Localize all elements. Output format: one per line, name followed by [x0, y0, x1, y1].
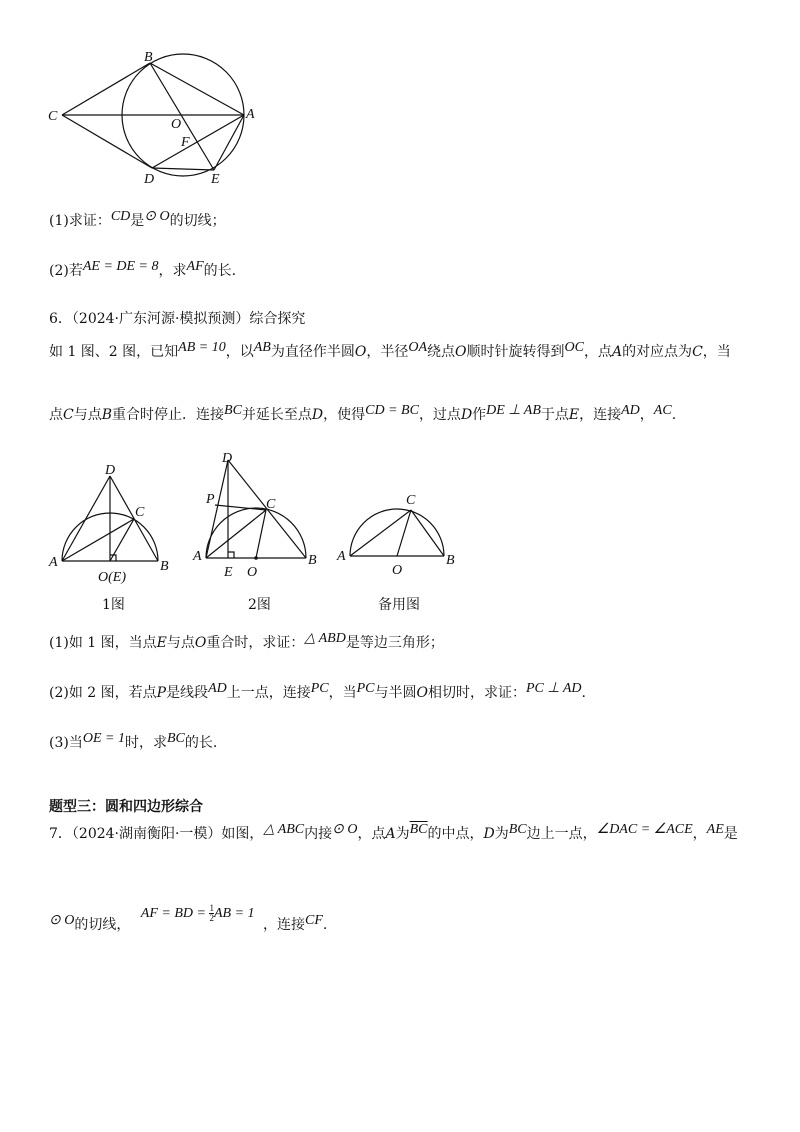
label-a: A [337, 549, 346, 564]
segment-ad [62, 476, 110, 561]
label-c: C [266, 497, 276, 512]
label-e: E [224, 565, 233, 580]
segment-oc [397, 510, 411, 556]
label-b: B [160, 559, 169, 574]
semicircle [206, 508, 306, 558]
label-b: B [144, 50, 153, 65]
label-c: C [135, 505, 145, 520]
label-d: D [144, 172, 155, 187]
q6-figure-spare [334, 488, 464, 578]
segment-de [152, 168, 214, 170]
point-o [254, 556, 258, 560]
segment-ac [62, 519, 134, 561]
label-o: O [392, 563, 403, 578]
label-o: O [247, 565, 258, 580]
q6-figure-2 [190, 448, 325, 583]
q5-part1: (1)求证：CD是⊙ O的切线； [49, 209, 226, 229]
q5-part2: (2)若AE = DE = 8，求AF的长. [49, 259, 237, 279]
label-o: O [171, 117, 182, 132]
q6-line1: 如 1 图、2 图，已知AB = 10，以AB为直径作半圆O，半径OA绕点O顺时针旋转得到OC，点A的对应点为C，当 [49, 340, 731, 360]
segment-ba [150, 63, 244, 115]
q7-equation: AF = BD = $\frac{1}{2}$ AB = 1 [140, 903, 255, 924]
label-d: D [105, 463, 116, 478]
segment-cb [411, 510, 444, 556]
q5-figure [40, 40, 270, 188]
label-d: D [222, 451, 233, 466]
caption-fig2: 2图 [248, 597, 271, 613]
caption-spare: 备用图 [378, 597, 420, 613]
segment-be [150, 63, 214, 170]
segment-cd [62, 115, 152, 168]
q6-header: 6．（2024·广东河源·模拟预测）综合探究 [49, 311, 306, 327]
label-a: A [49, 555, 58, 570]
q6-part2: (2)如 2 图，若点P是线段AD上一点，连接PC，当PC与半圆O相切时，求证：PC ⊥ AD. [49, 681, 586, 701]
label-a: A [193, 549, 202, 564]
label-b: B [446, 553, 455, 568]
label-a: A [246, 107, 255, 122]
semicircle [350, 509, 444, 556]
label-b: B [308, 553, 317, 568]
segment-ac [350, 510, 411, 556]
q7-line1: 7．（2024·湖南衡阳·一模）如图，△ ABC内接⊙ O，点A为$\overline{BC}$的中点，D为BC边上一点，∠DAC = ∠ACE，AE是 [49, 822, 738, 842]
section-heading: 题型三：圆和四边形综合 [49, 799, 203, 815]
label-p: P [206, 492, 215, 507]
label-f: F [181, 135, 190, 150]
caption-fig1: 1图 [102, 597, 125, 613]
label-oe: O(E) [98, 570, 126, 585]
q7-line2: ⊙ O的切线， AF = BD = $\frac{1}{2}$ AB = 1 ，连接CF. [49, 903, 328, 933]
right-angle-mark [228, 552, 234, 558]
q6-figure-1 [44, 462, 184, 587]
label-c: C [48, 109, 58, 124]
label-e: E [211, 172, 220, 187]
q6-part3: (3)当OE = 1时，求BC的长. [49, 731, 218, 751]
label-c: C [406, 493, 416, 508]
segment-cb [62, 63, 150, 115]
q6-part1: (1)如 1 图，当点E与点O重合时，求证：△ ABD是等边三角形； [49, 631, 444, 651]
q6-line2: 点C与点B重合时停止．连接BC并延长至点D，使得CD = BC，过点D作DE ⊥ AB于点E，连接AD，AC. [49, 403, 677, 423]
